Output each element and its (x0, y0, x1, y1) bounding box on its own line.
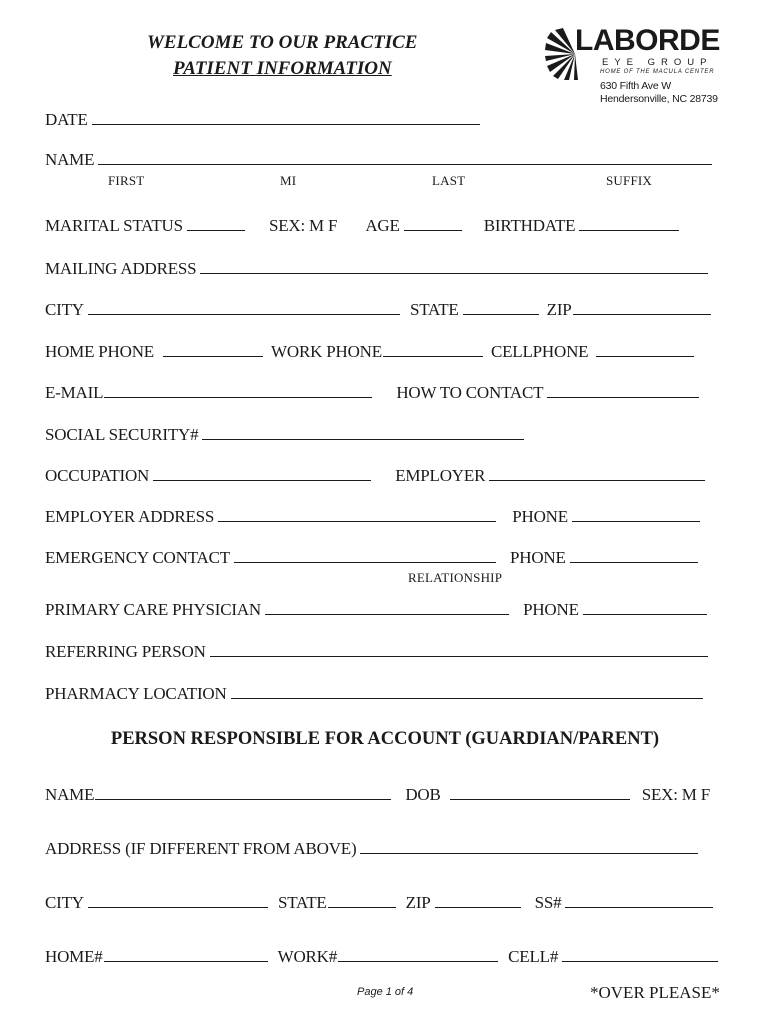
city-label: CITY (45, 300, 84, 319)
state-field[interactable] (463, 300, 539, 315)
pcp-label: PRIMARY CARE PHYSICIAN (45, 600, 262, 619)
date-field[interactable] (92, 110, 480, 125)
zip-label: ZIP (546, 300, 572, 319)
responsible-zip-field[interactable] (435, 893, 521, 908)
birthdate-field[interactable] (579, 216, 679, 231)
responsible-sex-label[interactable]: SEX: M F (641, 785, 710, 804)
ss-label: SS# (534, 893, 562, 912)
responsible-party-heading: PERSON RESPONSIBLE FOR ACCOUNT (GUARDIAN/PARENT) (110, 729, 660, 749)
emergency-phone-field[interactable] (570, 548, 698, 563)
ssn-field[interactable] (202, 425, 524, 440)
logo-group: EYE GROUP (602, 57, 713, 68)
marital-row (45, 216, 683, 236)
emergency-contact-label: EMERGENCY CONTACT (45, 548, 230, 567)
employer-address-row (45, 507, 704, 527)
pharmacy-location-row (45, 684, 707, 704)
employer-address-label: EMPLOYER ADDRESS (45, 507, 215, 526)
dob-field[interactable] (450, 785, 630, 800)
emergency-contact-field[interactable] (234, 548, 496, 563)
marital-status-field[interactable] (187, 216, 245, 231)
work-phone-field[interactable] (383, 342, 483, 357)
pcp-phone-label: PHONE (523, 600, 579, 619)
name-mi-caption: MI (280, 173, 297, 188)
employer-phone-field[interactable] (572, 507, 700, 522)
work-phone-label: WORK PHONE (271, 342, 382, 361)
address-line-2: Hendersonville, NC 28739 (600, 93, 718, 105)
age-field[interactable] (404, 216, 462, 231)
relationship-caption: RELATIONSHIP (408, 570, 503, 585)
mailing-address-field[interactable] (200, 259, 708, 274)
occupation-field[interactable] (153, 466, 371, 481)
work-number-field[interactable] (338, 947, 498, 962)
address-line-1: 630 Fifth Ave W (600, 80, 671, 92)
work-number-label: WORK# (277, 947, 338, 966)
date-row (45, 110, 484, 130)
responsible-zip-label: ZIP (405, 893, 431, 912)
responsible-phones-row (45, 947, 722, 967)
home-phone-label: HOME PHONE (45, 342, 154, 361)
occupation-label: OCCUPATION (45, 466, 150, 485)
page-number: Page 1 of 4 (357, 986, 414, 998)
logo-tagline: HOME OF THE MACULA CENTER (600, 69, 715, 75)
cellphone-field[interactable] (596, 342, 694, 357)
responsible-name-field[interactable] (95, 785, 391, 800)
sex-label[interactable]: SEX: M F (268, 216, 338, 235)
emergency-phone-label: PHONE (509, 548, 566, 567)
responsible-address-label: ADDRESS (IF DIFFERENT FROM ABOVE) (45, 839, 357, 858)
laborde-logo (545, 24, 720, 80)
over-please-note: *OVER PLEASE* (590, 983, 720, 1002)
form-title: WELCOME TO OUR PRACTICE (147, 32, 418, 53)
email-row (45, 383, 703, 403)
pharmacy-location-label: PHARMACY LOCATION (45, 684, 227, 703)
responsible-city-row (45, 893, 717, 913)
name-suffix-caption: SUFFIX (606, 173, 652, 188)
email-label: E-MAIL (45, 383, 104, 402)
name-first-caption: FIRST (108, 173, 145, 188)
referring-person-label: REFERRING PERSON (45, 642, 206, 661)
pcp-row (45, 600, 711, 620)
how-to-contact-label: HOW TO CONTACT (396, 383, 544, 402)
ssn-row (45, 425, 528, 445)
emergency-contact-row (45, 548, 702, 568)
state-label: STATE (409, 300, 459, 319)
name-label: NAME (45, 150, 95, 169)
date-label: DATE (45, 110, 88, 129)
home-number-field[interactable] (104, 947, 268, 962)
cell-number-label: CELL# (508, 947, 559, 966)
email-field[interactable] (104, 383, 372, 398)
employer-field[interactable] (489, 466, 705, 481)
cell-number-field[interactable] (562, 947, 718, 962)
pharmacy-location-field[interactable] (231, 684, 703, 699)
pcp-phone-field[interactable] (583, 600, 707, 615)
how-to-contact-field[interactable] (547, 383, 699, 398)
birthdate-label: BIRTHDATE (483, 216, 576, 235)
responsible-state-label: STATE (277, 893, 327, 912)
phones-row (45, 342, 698, 362)
mailing-address-row (45, 259, 712, 279)
responsible-city-label: CITY (45, 893, 84, 912)
home-number-label: HOME# (45, 947, 103, 966)
responsible-city-field[interactable] (88, 893, 268, 908)
name-field[interactable] (98, 150, 712, 165)
ssn-label: SOCIAL SECURITY# (45, 425, 199, 444)
pcp-field[interactable] (265, 600, 509, 615)
employer-phone-label: PHONE (512, 507, 568, 526)
marital-status-label: MARITAL STATUS (45, 216, 183, 235)
home-phone-field[interactable] (163, 342, 263, 357)
responsible-name-label: NAME (45, 785, 95, 804)
name-last-caption: LAST (432, 173, 466, 188)
occupation-row (45, 466, 709, 486)
zip-field[interactable] (573, 300, 711, 315)
referring-person-field[interactable] (210, 642, 708, 657)
form-subtitle: PATIENT INFORMATION (173, 58, 392, 79)
employer-address-field[interactable] (218, 507, 496, 522)
responsible-name-row (45, 785, 710, 805)
cellphone-label: CELLPHONE (490, 342, 589, 361)
city-row (45, 300, 715, 320)
responsible-address-row (45, 839, 702, 859)
age-label: AGE (365, 216, 400, 235)
referring-person-row (45, 642, 712, 662)
logo-brand: LABORDE (575, 24, 720, 57)
responsible-address-field[interactable] (360, 839, 698, 854)
ss-field[interactable] (565, 893, 713, 908)
employer-label: EMPLOYER (395, 466, 486, 485)
name-row (45, 150, 716, 170)
city-field[interactable] (88, 300, 400, 315)
responsible-state-field[interactable] (328, 893, 396, 908)
dob-label: DOB (405, 785, 441, 804)
mailing-address-label: MAILING ADDRESS (45, 259, 197, 278)
